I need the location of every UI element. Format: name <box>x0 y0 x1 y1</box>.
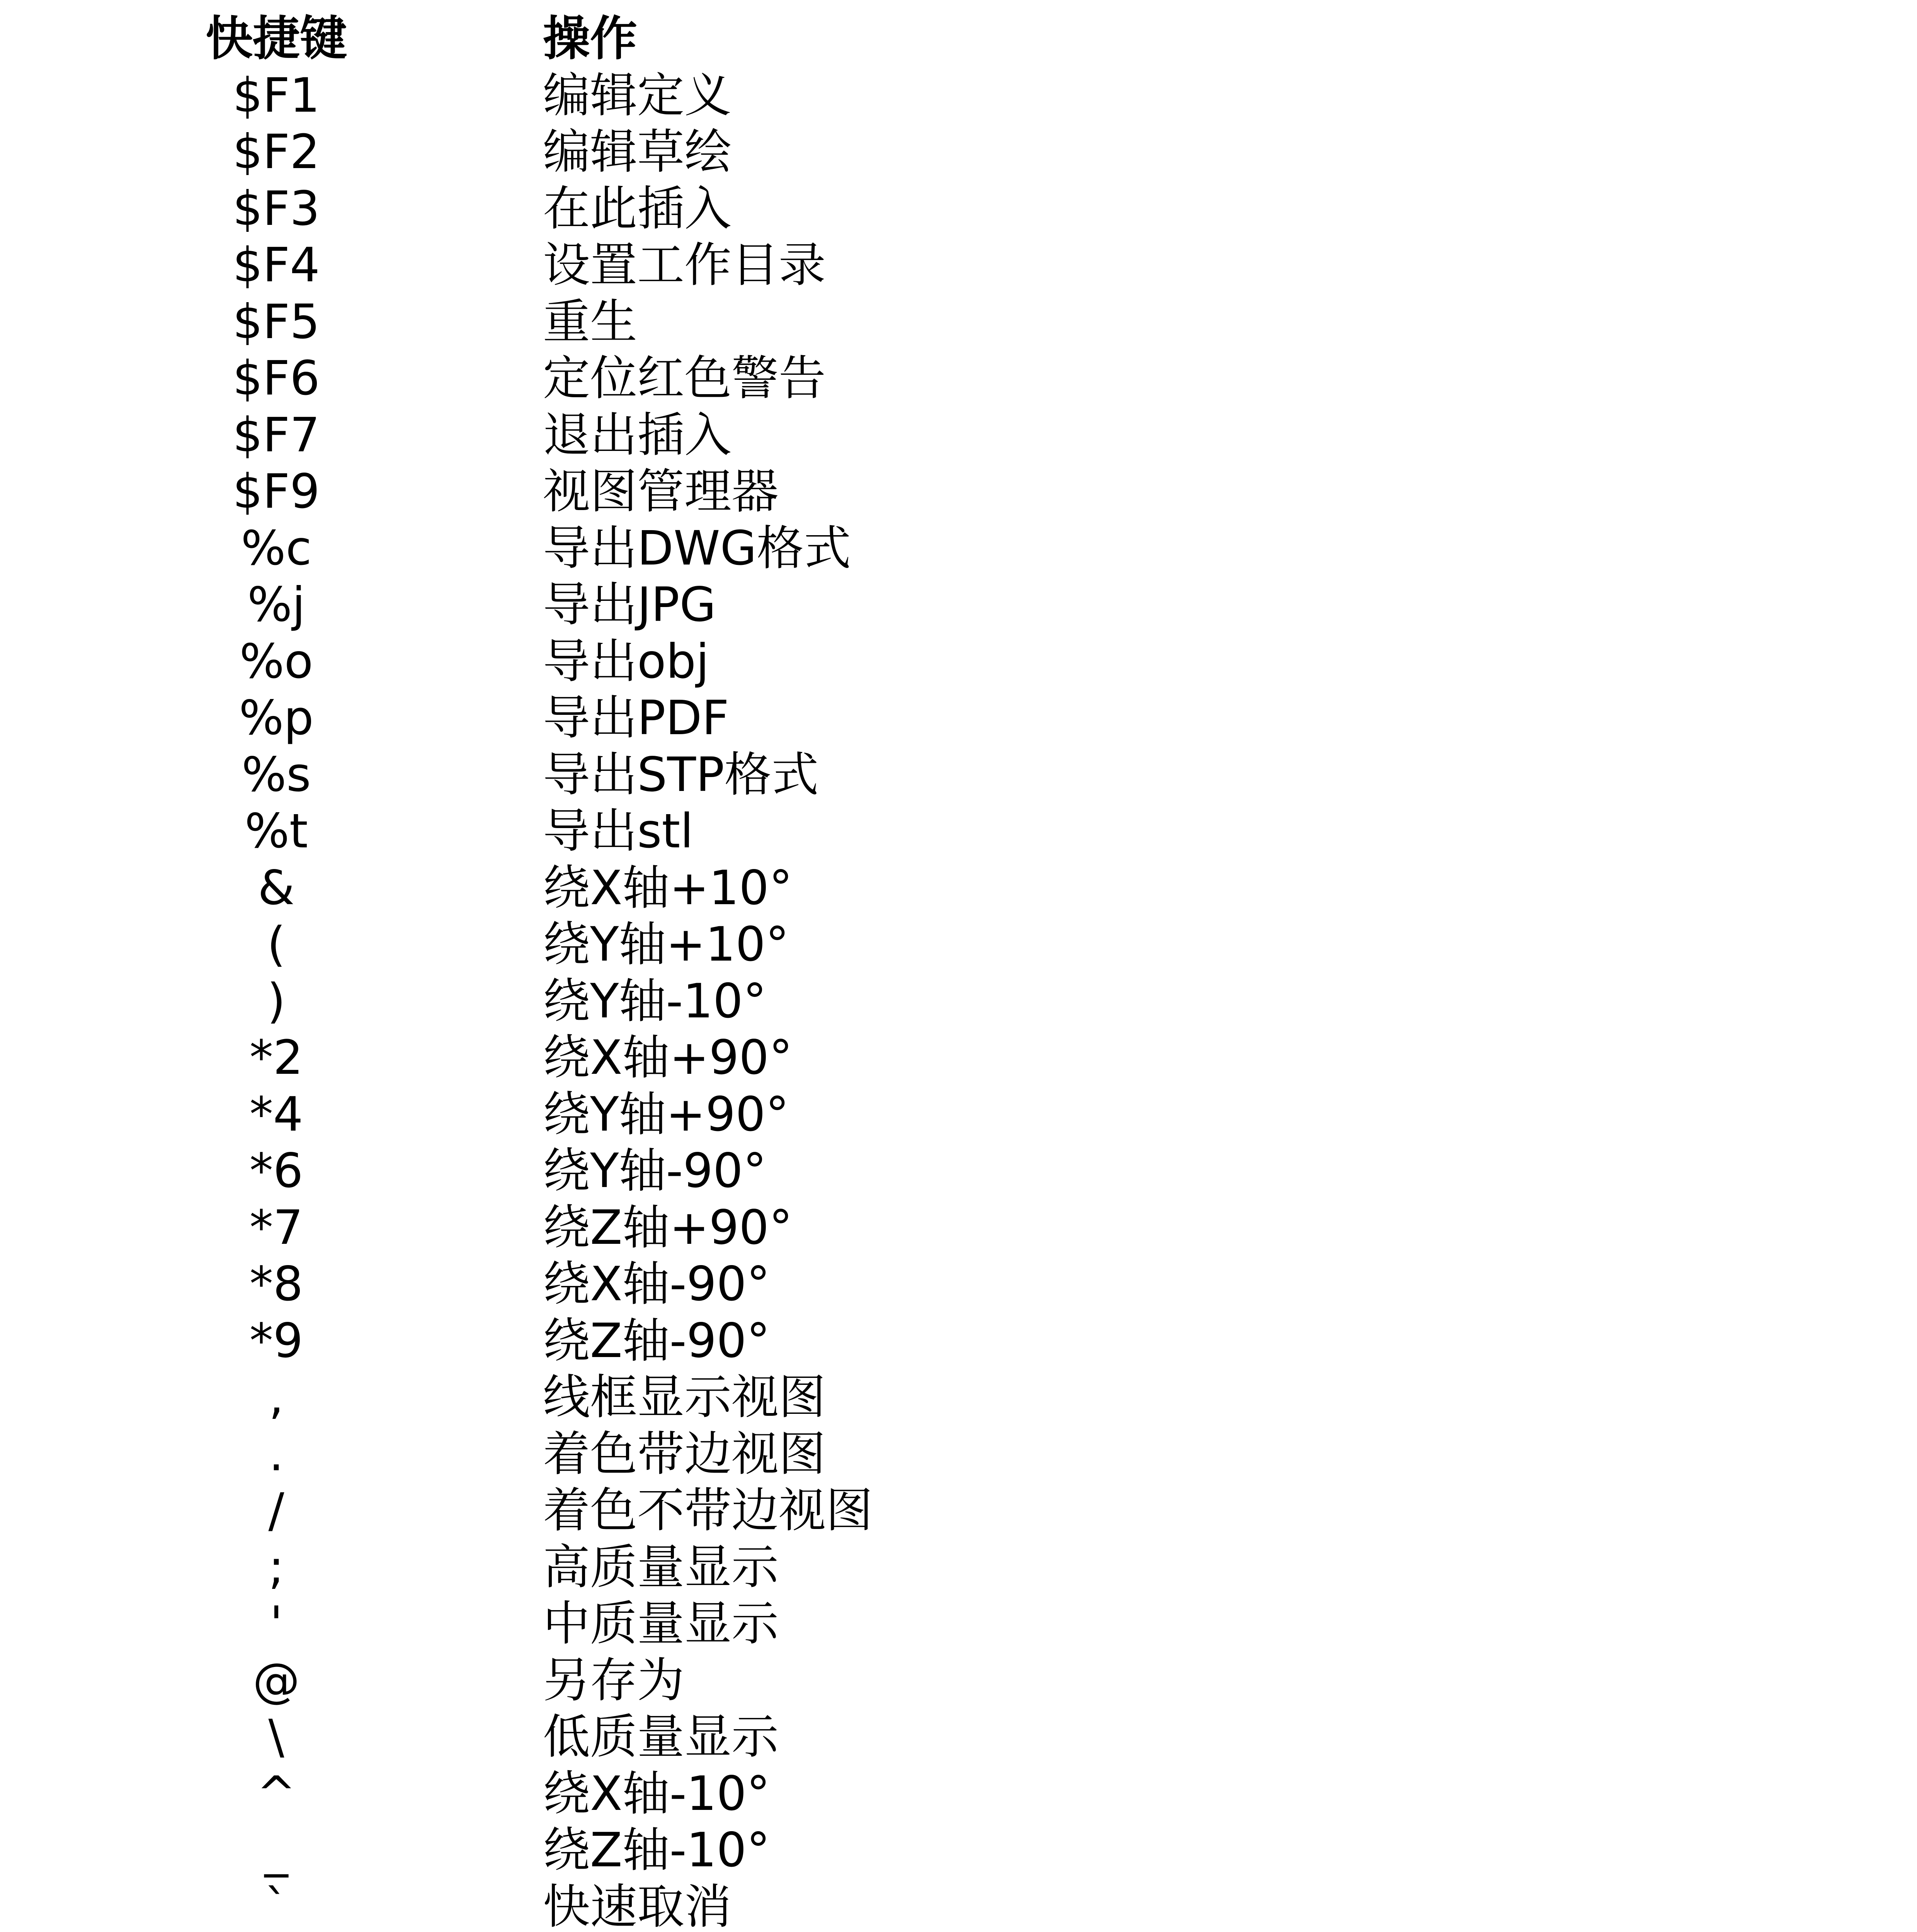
shortcut-key: %o <box>239 634 313 689</box>
table-row <box>0 916 1917 973</box>
table-row <box>0 1879 1917 1932</box>
table-row <box>0 860 1917 917</box>
shortcut-key: %t <box>245 804 308 859</box>
table-row <box>0 1029 1917 1086</box>
shortcut-key: , <box>269 1370 284 1425</box>
shortcut-key: ^ <box>256 1766 296 1821</box>
table-row <box>0 1595 1917 1652</box>
shortcut-key: %p <box>239 690 314 745</box>
shortcut-key: %c <box>241 520 312 576</box>
table-row <box>0 67 1917 124</box>
shortcut-action: 中质量显示 <box>543 1596 779 1651</box>
table-row <box>0 973 1917 1030</box>
table-row <box>0 1652 1917 1709</box>
shortcut-action: 高质量显示 <box>543 1539 779 1595</box>
shortcut-action: 重生 <box>543 294 637 349</box>
table-row <box>0 124 1917 180</box>
shortcut-action: 低质量显示 <box>543 1709 779 1764</box>
shortcut-action: 绕Y轴-90° <box>543 1143 767 1198</box>
table-row <box>0 1539 1917 1596</box>
shortcut-key: *7 <box>249 1200 303 1255</box>
shortcut-action: 导出JPG <box>543 577 716 632</box>
shortcut-key: $F3 <box>233 181 320 236</box>
table-row <box>0 803 1917 860</box>
shortcut-action: 设置工作目录 <box>543 238 826 293</box>
shortcut-key: ( <box>267 917 286 972</box>
table-row <box>0 407 1917 464</box>
shortcut-action: 视图管理器 <box>543 464 779 519</box>
shortcut-action: 导出obj <box>543 634 709 689</box>
table-row <box>0 294 1917 350</box>
table-row <box>0 180 1917 237</box>
shortcut-key: *2 <box>249 1030 303 1085</box>
header-shortcut-key: 快捷键 <box>206 11 347 66</box>
table-row <box>0 747 1917 803</box>
shortcut-key: *9 <box>249 1313 303 1368</box>
table-row <box>0 1369 1917 1426</box>
shortcut-key: \ <box>268 1709 284 1764</box>
shortcut-key: %j <box>247 577 305 632</box>
shortcut-action: 定位红色警告 <box>543 351 826 406</box>
table-row <box>0 690 1917 747</box>
table-row <box>0 1765 1917 1822</box>
shortcut-action: 着色带边视图 <box>543 1426 826 1481</box>
table-row <box>0 1143 1917 1199</box>
shortcut-key: $F6 <box>233 351 320 406</box>
shortcut-action: 导出STP格式 <box>543 747 819 802</box>
shortcut-key: *4 <box>249 1087 303 1142</box>
shortcut-action: 绕Y轴+90° <box>543 1087 789 1142</box>
shortcut-action: 绕Y轴+10° <box>543 917 789 972</box>
shortcut-action: 绕X轴-90° <box>543 1257 770 1311</box>
shortcut-key: ) <box>267 973 286 1029</box>
shortcut-action: 快速取消 <box>543 1879 731 1932</box>
shortcut-action: 退出插入 <box>543 407 731 463</box>
table-row <box>0 1822 1917 1879</box>
shortcut-key: _ <box>264 1823 288 1878</box>
table-row <box>0 463 1917 520</box>
shortcut-key: %s <box>242 747 311 802</box>
shortcut-key: *6 <box>249 1143 303 1198</box>
shortcut-key: @ <box>253 1653 300 1708</box>
table-row <box>0 1256 1917 1313</box>
shortcut-key: ; <box>268 1539 284 1595</box>
table-row <box>0 237 1917 294</box>
shortcut-key: & <box>258 860 295 915</box>
table-row <box>0 350 1917 407</box>
shortcut-action: 绕X轴-10° <box>543 1766 770 1821</box>
shortcut-key: $F1 <box>233 68 320 123</box>
table-row <box>0 1709 1917 1765</box>
shortcut-key: $F2 <box>233 124 320 179</box>
shortcut-key: . <box>269 1426 284 1481</box>
shortcut-action: 导出PDF <box>543 690 729 745</box>
shortcut-key: $F5 <box>233 294 320 349</box>
shortcut-action: 另存为 <box>543 1653 684 1708</box>
shortcut-action: 编辑定义 <box>543 68 731 123</box>
table-row <box>0 1313 1917 1369</box>
header-action: 操作 <box>543 11 637 66</box>
table-row <box>0 1426 1917 1483</box>
shortcut-action: 线框显示视图 <box>543 1370 826 1425</box>
shortcut-key: $F9 <box>233 464 320 519</box>
table-row <box>0 633 1917 690</box>
table-row <box>0 1199 1917 1256</box>
shortcut-action: 着色不带边视图 <box>543 1483 873 1538</box>
shortcut-action: 绕Z轴-90° <box>543 1313 770 1368</box>
shortcut-key: ' <box>270 1596 283 1651</box>
shortcut-action: 导出DWG格式 <box>543 520 851 576</box>
shortcut-key: / <box>268 1483 284 1538</box>
shortcut-action: 导出stl <box>543 804 694 859</box>
shortcut-key: $F7 <box>233 407 320 463</box>
shortcut-key: $F4 <box>233 238 320 293</box>
shortcut-action: 绕X轴+90° <box>543 1030 793 1085</box>
table-header-row <box>0 10 1917 67</box>
table-row <box>0 520 1917 577</box>
shortcut-action: 绕Z轴+90° <box>543 1200 793 1255</box>
shortcut-action: 绕Z轴-10° <box>543 1823 770 1878</box>
shortcut-action: 在此插入 <box>543 181 731 236</box>
table-row <box>0 1086 1917 1143</box>
shortcut-action: 绕X轴+10° <box>543 860 793 915</box>
table-row <box>0 577 1917 633</box>
shortcut-key: *8 <box>249 1257 303 1311</box>
table-row <box>0 1482 1917 1539</box>
shortcut-key: ` <box>264 1879 288 1932</box>
shortcut-action: 绕Y轴-10° <box>543 973 767 1029</box>
shortcut-action: 编辑草绘 <box>543 124 731 179</box>
